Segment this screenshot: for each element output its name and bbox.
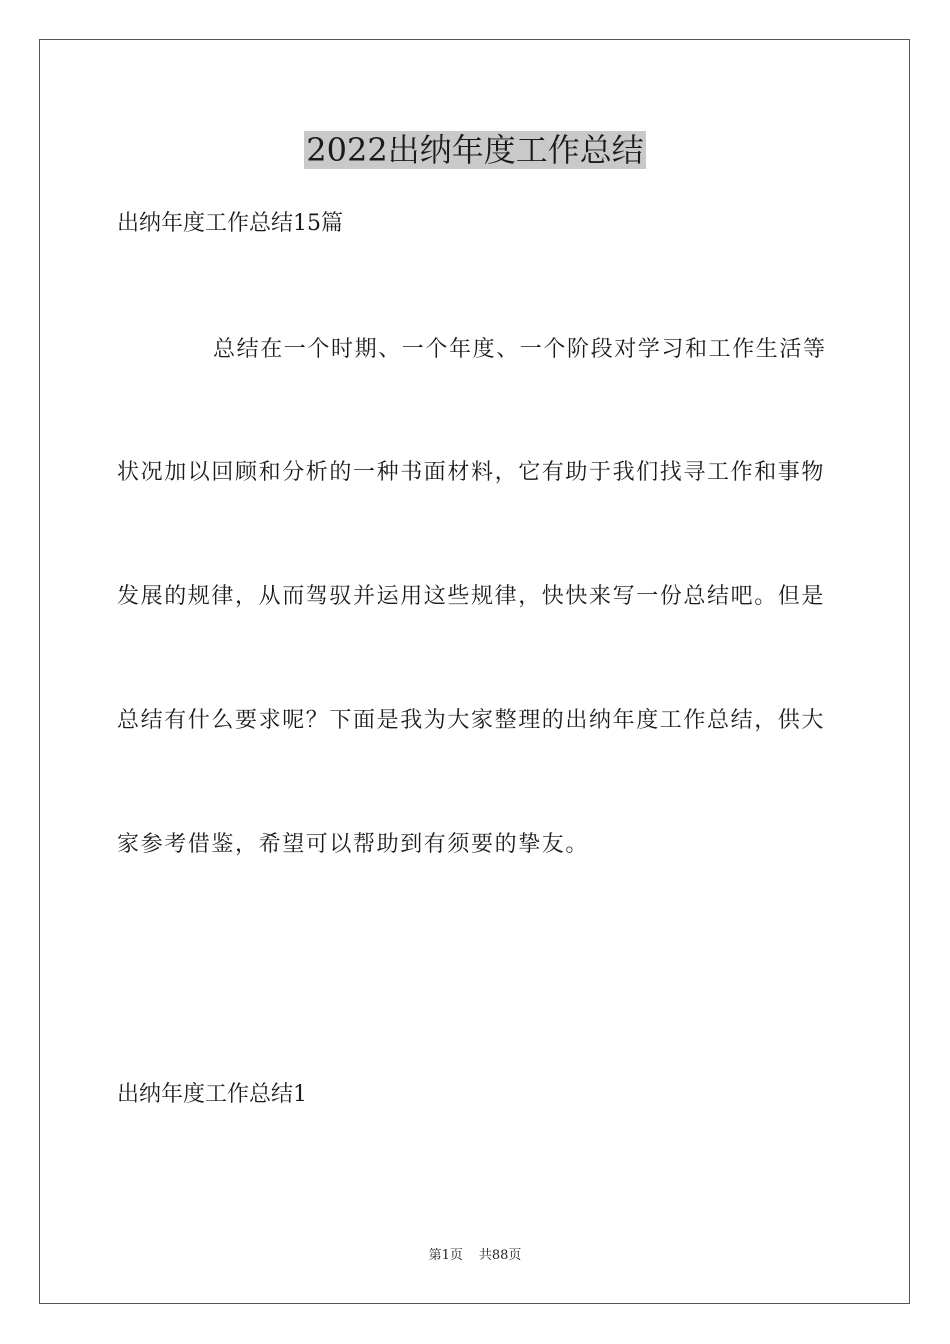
document-subtitle: 出纳年度工作总结15篇	[117, 211, 343, 236]
intro-line-5: 家参考借鉴，希望可以帮助到有须要的挚友。	[117, 832, 590, 857]
page-number: 第1页	[428, 1248, 463, 1263]
document-title-text: 2022出纳年度工作总结	[306, 131, 644, 169]
intro-line-3: 发展的规律，从而驾驭并运用这些规律，快快来写一份总结吧。但是	[117, 584, 826, 609]
section-heading: 出纳年度工作总结1	[117, 1082, 307, 1107]
document-title	[0, 128, 950, 172]
intro-line-4: 总结有什么要求呢？下面是我为大家整理的出纳年度工作总结，供大	[117, 708, 826, 733]
page-footer	[0, 1247, 950, 1265]
intro-line-1: 总结在一个时期、一个年度、一个阶段对学习和工作生活等	[213, 337, 827, 362]
page-total: 共88页	[478, 1248, 522, 1263]
intro-line-2: 状况加以回顾和分析的一种书面材料，它有助于我们找寻工作和事物	[117, 460, 826, 485]
